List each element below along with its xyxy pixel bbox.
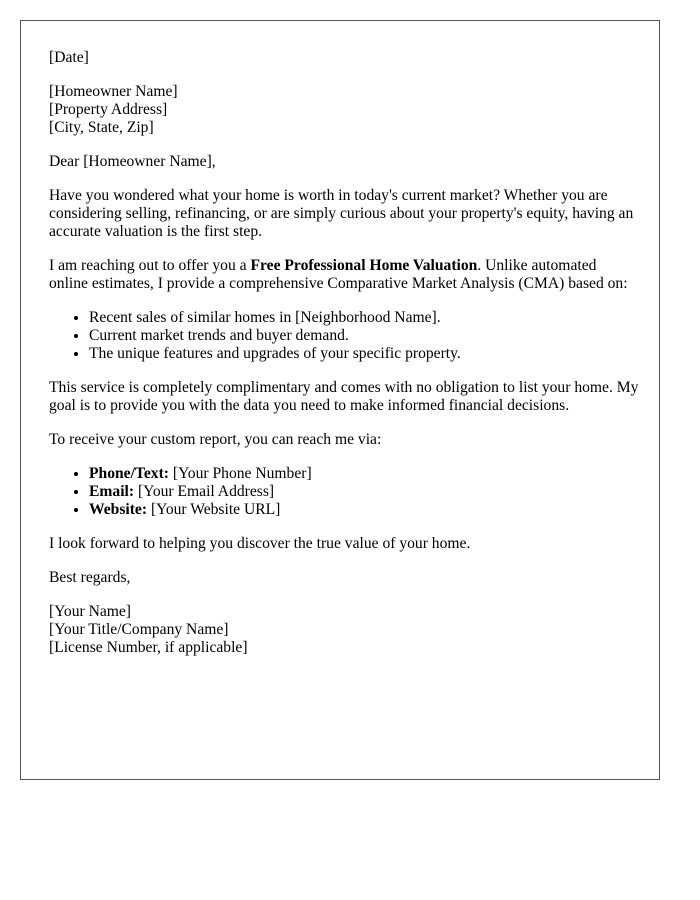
contact-value: [Your Website URL] bbox=[147, 501, 281, 518]
offer-highlight: Free Professional Home Valuation bbox=[250, 257, 478, 274]
list-item: • The unique features and upgrades of your specific property. bbox=[89, 345, 639, 363]
contact-intro: To receive your custom report, you can reach me via: bbox=[49, 431, 382, 448]
intro-paragraph: Have you wondered what your home is worth in today's current market? Whether you are considering selling, refinancing, or are simply curious about your property's equity, having an accurate valuation is the first step. bbox=[49, 187, 634, 240]
list-item: • Recent sales of similar homes in [Neighborhood Name]. bbox=[89, 309, 639, 327]
contact-email bbox=[89, 483, 639, 501]
letter-date: [Date] bbox=[49, 49, 89, 66]
recipient-city-state-zip: [City, State, Zip] bbox=[49, 119, 154, 136]
signature-block bbox=[49, 603, 639, 657]
contact-value: [Your Email Address] bbox=[134, 483, 275, 500]
offer-paragraph bbox=[49, 257, 639, 293]
signature-title-company: [Your Title/Company Name] bbox=[49, 621, 229, 638]
contact-label: Email: bbox=[89, 483, 135, 500]
closing-line: I look forward to helping you discover the true value of your home. bbox=[49, 535, 471, 552]
letter-page bbox=[20, 20, 660, 780]
letter-body bbox=[49, 49, 639, 673]
contact-label: Website: bbox=[89, 501, 148, 518]
recipient-address: [Property Address] bbox=[49, 101, 168, 118]
recipient-address-block bbox=[49, 83, 639, 137]
signature-license: [License Number, if applicable] bbox=[49, 639, 248, 656]
list-item: • Current market trends and buyer demand. bbox=[89, 327, 639, 345]
contact-value: [Your Phone Number] bbox=[169, 465, 312, 482]
recipient-name: [Homeowner Name] bbox=[49, 83, 178, 100]
contact-phone bbox=[89, 465, 639, 483]
analysis-points-list bbox=[49, 309, 639, 363]
contact-list bbox=[49, 465, 639, 519]
contact-label: Phone/Text: bbox=[89, 465, 169, 482]
signature-name: [Your Name] bbox=[49, 603, 132, 620]
service-paragraph: This service is completely complimentary and comes with no obligation to list your home. My goal is to provide you with the data you need to make informed financial decisions. bbox=[49, 379, 639, 414]
sign-off: Best regards, bbox=[49, 569, 131, 586]
contact-website bbox=[89, 501, 639, 519]
offer-text-before: I am reaching out to offer you a bbox=[49, 257, 251, 274]
salutation: Dear [Homeowner Name], bbox=[49, 153, 216, 170]
offer-text-after: . Unlike automated online estimates, I provide a comprehensive Comparative Market Analysis (CMA) based on: bbox=[49, 257, 628, 292]
